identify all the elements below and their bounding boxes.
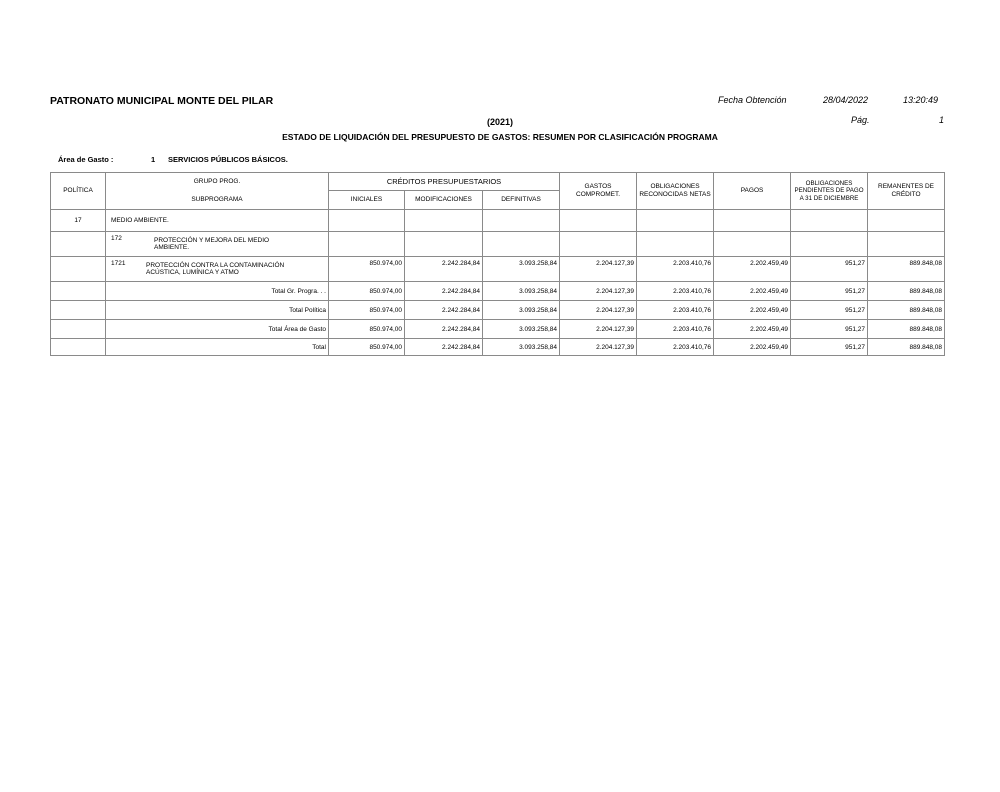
col-creditos: CRÉDITOS PRESUPUESTARIOS	[329, 173, 560, 191]
sub-value: 951,27	[791, 257, 868, 282]
area-label: Área de Gasto :	[58, 155, 114, 164]
sub-value: 2.204.127,39	[560, 257, 637, 282]
total-value: 3.093.258,84	[483, 301, 560, 320]
sub-value: 3.093.258,84	[483, 257, 560, 282]
total-value: 2.203.410,76	[637, 282, 714, 301]
total-value: 3.093.258,84	[483, 320, 560, 339]
total-value: 889.848,08	[868, 320, 945, 339]
total-label: Total Área de Gasto	[106, 320, 329, 339]
grupo-row	[51, 232, 945, 257]
sub-value: 2.203.410,76	[637, 257, 714, 282]
total-label: Total Gr. Progra. . .	[106, 282, 329, 301]
total-value: 3.093.258,84	[483, 282, 560, 301]
total-value: 2.204.127,39	[560, 320, 637, 339]
total-value: 2.204.127,39	[560, 339, 637, 356]
total-row	[51, 339, 945, 356]
total-value: 850.974,00	[329, 320, 405, 339]
col-politica: POLÍTICA	[51, 173, 106, 210]
total-value: 2.203.410,76	[637, 301, 714, 320]
fecha-value: 28/04/2022	[823, 95, 869, 105]
grupo-code: 172	[111, 235, 122, 242]
total-value: 2.202.459,49	[714, 282, 791, 301]
col-modificaciones: MODIFICACIONES	[405, 191, 483, 210]
col-definitivas: DEFINITIVAS	[483, 191, 560, 210]
total-row	[51, 301, 945, 320]
col-remanentes: REMANENTES DE CRÉDITO	[868, 173, 945, 210]
report-title: ESTADO DE LIQUIDACIÓN DEL PRESUPUESTO DE GASTOS: RESUMEN POR CLASIFICACIÓN PROGRAMA	[282, 132, 718, 142]
table-header-row	[51, 173, 945, 191]
total-value: 951,27	[791, 301, 868, 320]
sub-value: 850.974,00	[329, 257, 405, 282]
total-value: 889.848,08	[868, 282, 945, 301]
sub-code: 1721	[111, 260, 126, 267]
total-value: 2.242.284,84	[405, 339, 483, 356]
sub-value: 2.202.459,49	[714, 257, 791, 282]
subprograma-row	[51, 257, 945, 282]
col-grupo: GRUPO PROG.	[106, 173, 329, 191]
col-gastos: GASTOS COMPROMET.	[560, 173, 637, 210]
total-value: 2.202.459,49	[714, 301, 791, 320]
area-name: SERVICIOS PÚBLICOS BÁSICOS.	[168, 155, 288, 164]
politica-name: MEDIO AMBIENTE.	[106, 210, 329, 232]
total-value: 889.848,08	[868, 301, 945, 320]
politica-code: 17	[51, 210, 106, 232]
col-obligaciones: OBLIGACIONES RECONOCIDAS NETAS	[637, 173, 714, 210]
total-value: 2.204.127,39	[560, 301, 637, 320]
total-value: 2.203.410,76	[637, 339, 714, 356]
col-pendientes: OBLIGACIONES PENDIENTES DE PAGO A 31 DE DICIEMBRE	[791, 173, 868, 210]
total-value: 2.242.284,84	[405, 301, 483, 320]
total-value: 951,27	[791, 320, 868, 339]
page-label: Pág.	[851, 115, 870, 125]
total-value: 2.202.459,49	[714, 339, 791, 356]
report-year: (2021)	[486, 117, 513, 127]
politica-row	[51, 210, 945, 232]
col-pagos: PAGOS	[714, 173, 791, 210]
col-subprograma: SUBPROGRAMA	[106, 191, 329, 210]
grupo-name: PROTECCIÓN Y MEJORA DEL MEDIO AMBIENTE.	[154, 237, 270, 251]
col-iniciales: INICIALES	[329, 191, 405, 210]
organization-title: PATRONATO MUNICIPAL MONTE DEL PILAR	[50, 95, 274, 107]
total-value: 889.848,08	[868, 339, 945, 356]
total-value: 850.974,00	[329, 339, 405, 356]
area-code: 1	[151, 155, 156, 164]
total-value: 2.204.127,39	[560, 282, 637, 301]
total-value: 2.242.284,84	[405, 320, 483, 339]
sub-value: 889.848,08	[868, 257, 945, 282]
total-label: Total Política	[106, 301, 329, 320]
sub-value: 2.242.284,84	[405, 257, 483, 282]
fecha-label: Fecha Obtención	[718, 95, 787, 105]
total-value: 951,27	[791, 282, 868, 301]
total-row	[51, 282, 945, 301]
total-value: 2.242.284,84	[405, 282, 483, 301]
total-value: 3.093.258,84	[483, 339, 560, 356]
time-value: 13:20:49	[903, 95, 939, 105]
total-value: 850.974,00	[329, 301, 405, 320]
sub-name: PROTECCIÓN CONTRA LA CONTAMINACIÓN ACÚSTICA, LUMÍNICA Y ATMO	[146, 262, 285, 276]
total-value: 850.974,00	[329, 282, 405, 301]
total-label: Total	[106, 339, 329, 356]
total-row	[51, 320, 945, 339]
page-number: 1	[939, 115, 945, 125]
total-value: 2.203.410,76	[637, 320, 714, 339]
budget-table	[50, 172, 945, 356]
total-value: 951,27	[791, 339, 868, 356]
total-value: 2.202.459,49	[714, 320, 791, 339]
